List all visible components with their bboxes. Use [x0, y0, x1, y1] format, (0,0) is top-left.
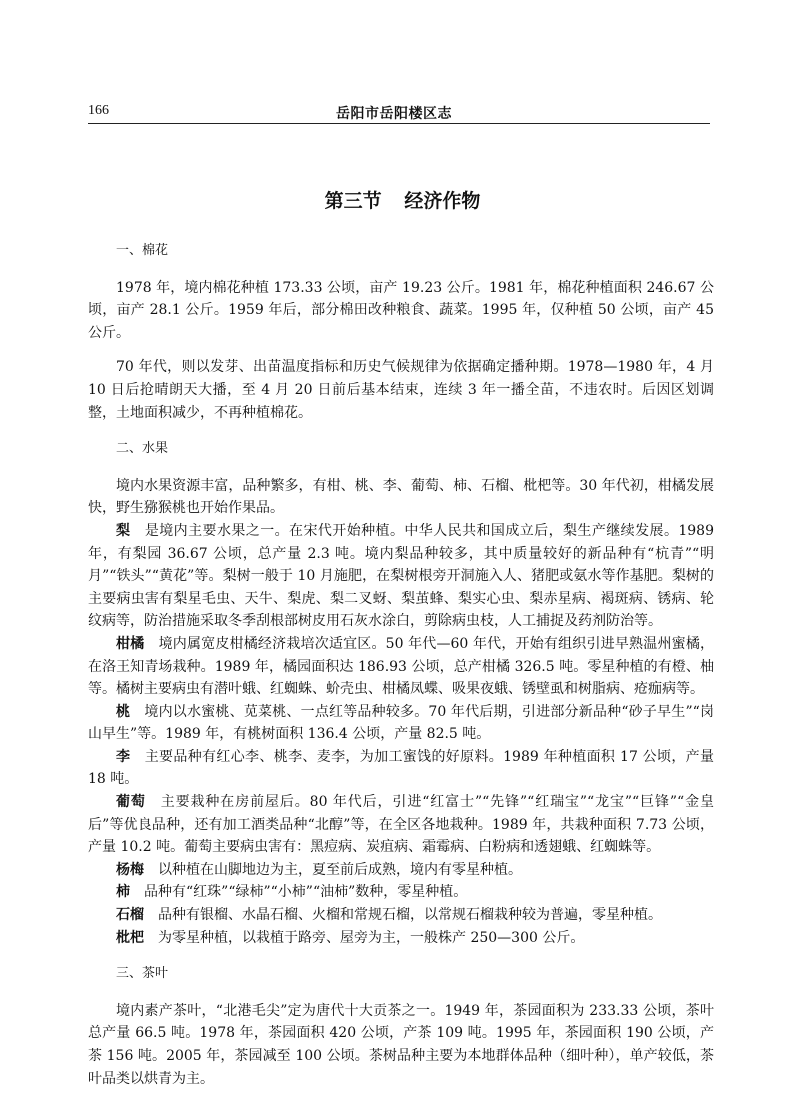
- fruit-entry: [88, 904, 714, 927]
- fruit-term: 葡萄: [116, 794, 146, 811]
- section-title: [0, 186, 805, 213]
- fruit-text: 境内以水蜜桃、苋菜桃、一点红等品种较多。70 年代后期，引进部分新品种“砂子早生”“岗山早生”等。1989 年，有桃树面积 136.4 公顷，产量 82.5 吨。: [88, 703, 715, 743]
- fruit-text: 主要栽种在房前屋后。80 年代后，引进“红富士”“先锋”“红瑞宝”“龙宝”“巨锋”“金皇后”等优良品种，还有加工酒类品种“北醇”等，在全区各地栽种。1989 年，共栽种面积 7.73 公顷，产量 10.2 吨。葡萄主要病虫害有：黑痘病、炭疽病、霜霉病、白粉病和透翅蛾、红蜘蛛等。: [88, 794, 715, 856]
- fruit-text: 为零星种植，以栽植于路旁、屋旁为主，一般株产 250—300 公斤。: [158, 929, 585, 946]
- fruit-text: 主要品种有红心李、桃李、麦李，为加工蜜饯的好原料。1989 年种植面积 17 公顷，产量 18 吨。: [88, 748, 715, 788]
- paragraph: 70 年代，则以发芽、出苗温度指标和历史气候规律为依据确定播种期。1978—1980 年，4 月 10 日后抢晴朗天大播，至 4 月 20 日前后基本结束，连续 3 年一播全苗，不违农时。后因区划调整，土地面积减少，不再种植棉花。: [88, 359, 714, 421]
- fruit-term: 梨: [116, 522, 131, 539]
- fruit-entry: [88, 633, 714, 701]
- subsection-heading-cotton: 一、棉花: [116, 243, 169, 258]
- book-title: 岳阳市岳阳楼区志: [336, 106, 452, 122]
- page-number: 166: [88, 103, 109, 118]
- fruit-text: 境内属宽皮柑橘经济栽培次适宜区。50 年代—60 年代，开始有组织引进早熟温州蜜橘，在洛王知青场栽种。1989 年，橘园面积达 186.93 公顷，总产柑橘 326.5 吨。零星种植的有橙、柚等。橘树主要病虫有潜叶蛾、红蜘蛛、蚧壳虫、柑橘凤蝶、吸果夜蛾、锈壁虱和树脂病、疮痂病等。: [88, 635, 715, 698]
- fruit-entry: [88, 881, 714, 904]
- fruit-entry: [88, 927, 714, 950]
- fruit-entry: [88, 746, 714, 791]
- fruit-entry: [88, 859, 714, 882]
- fruit-term: 桃: [116, 703, 131, 720]
- paragraph: 境内素产茶叶，“北港毛尖”定为唐代十大贡茶之一。1949 年，茶园面积为 233.33 公顷，茶叶总产量 66.5 吨。1978 年，茶园面积 420 公顷，产茶 109 吨。1995 年，茶园面积 190 公顷，产茶 156 吨。2005 年，茶园减至 100 公顷。茶树品种主要为本地群体品种（细叶种），单产较低，茶叶品类以烘青为主。: [88, 1002, 714, 1087]
- fruit-text: 品种有银榴、水晶石榴、火榴和常规石榴，以常规石榴栽种较为普遍，零星种植。: [158, 907, 662, 924]
- fruit-term: 李: [116, 748, 131, 765]
- fruit-term: 枇杷: [116, 929, 144, 946]
- fruit-text: 品种有“红珠”“绿柿”“小柿”“油柿”数种，零星种植。: [144, 884, 468, 901]
- subsection-heading-tea: 三、茶叶: [116, 966, 169, 982]
- section-name: 经济作物: [404, 190, 481, 212]
- fruit-entry: [88, 791, 714, 859]
- body-text: [88, 240, 714, 1090]
- fruit-text: 是境内主要水果之一。在宋代开始种植。中华人民共和国成立后，梨生产继续发展。1989 年，有梨园 36.67 公顷，总产量 2.3 吨。境内梨品种较多，其中质量较好的新品种有“杭青”“明月”“铁头”“黄花”等。梨树一般于 10 月施肥，在梨树根旁开洞施入人、猪肥或氨水等作基肥。梨树的主要病虫害有梨星毛虫、天牛、梨虎、梨二叉蚜、梨茧蜂、梨实心虫、梨赤星病、褐斑病、锈病、轮纹病等，防治措施采取冬季刮根部树皮用石灰水涂白，剪除病虫枝，人工捕捉及药剂防治等。: [88, 522, 714, 630]
- fruit-term: 石榴: [116, 907, 144, 924]
- section-number: 第三节: [324, 190, 382, 212]
- subsection-heading-fruit: 二、水果: [116, 441, 169, 457]
- fruit-entry: [88, 520, 714, 633]
- fruit-term: 柑橘: [116, 635, 145, 652]
- paragraph: 1978 年，境内棉花种植 173.33 公顷，亩产 19.23 公斤。1981 年，棉花种植面积 246.67 公顷，亩产 28.1 公斤。1959 年后，部分棉田改种粮食、蔬菜。1995 年，仅种植 50 公顷，亩产 45 公斤。: [88, 279, 714, 341]
- page-header: [88, 103, 710, 124]
- fruit-entry: [88, 701, 714, 746]
- fruit-term: 柿: [116, 884, 130, 901]
- paragraph: 境内水果资源丰富，品种繁多，有柑、桃、李、葡萄、柿、石榴、枇杷等。30 年代初，柑橘发展快，野生猕猴桃也开始作果品。: [88, 477, 714, 517]
- fruit-text: 以种植在山脚地边为主，夏至前后成熟，境内有零星种植。: [158, 861, 522, 878]
- fruit-term: 杨梅: [116, 861, 144, 878]
